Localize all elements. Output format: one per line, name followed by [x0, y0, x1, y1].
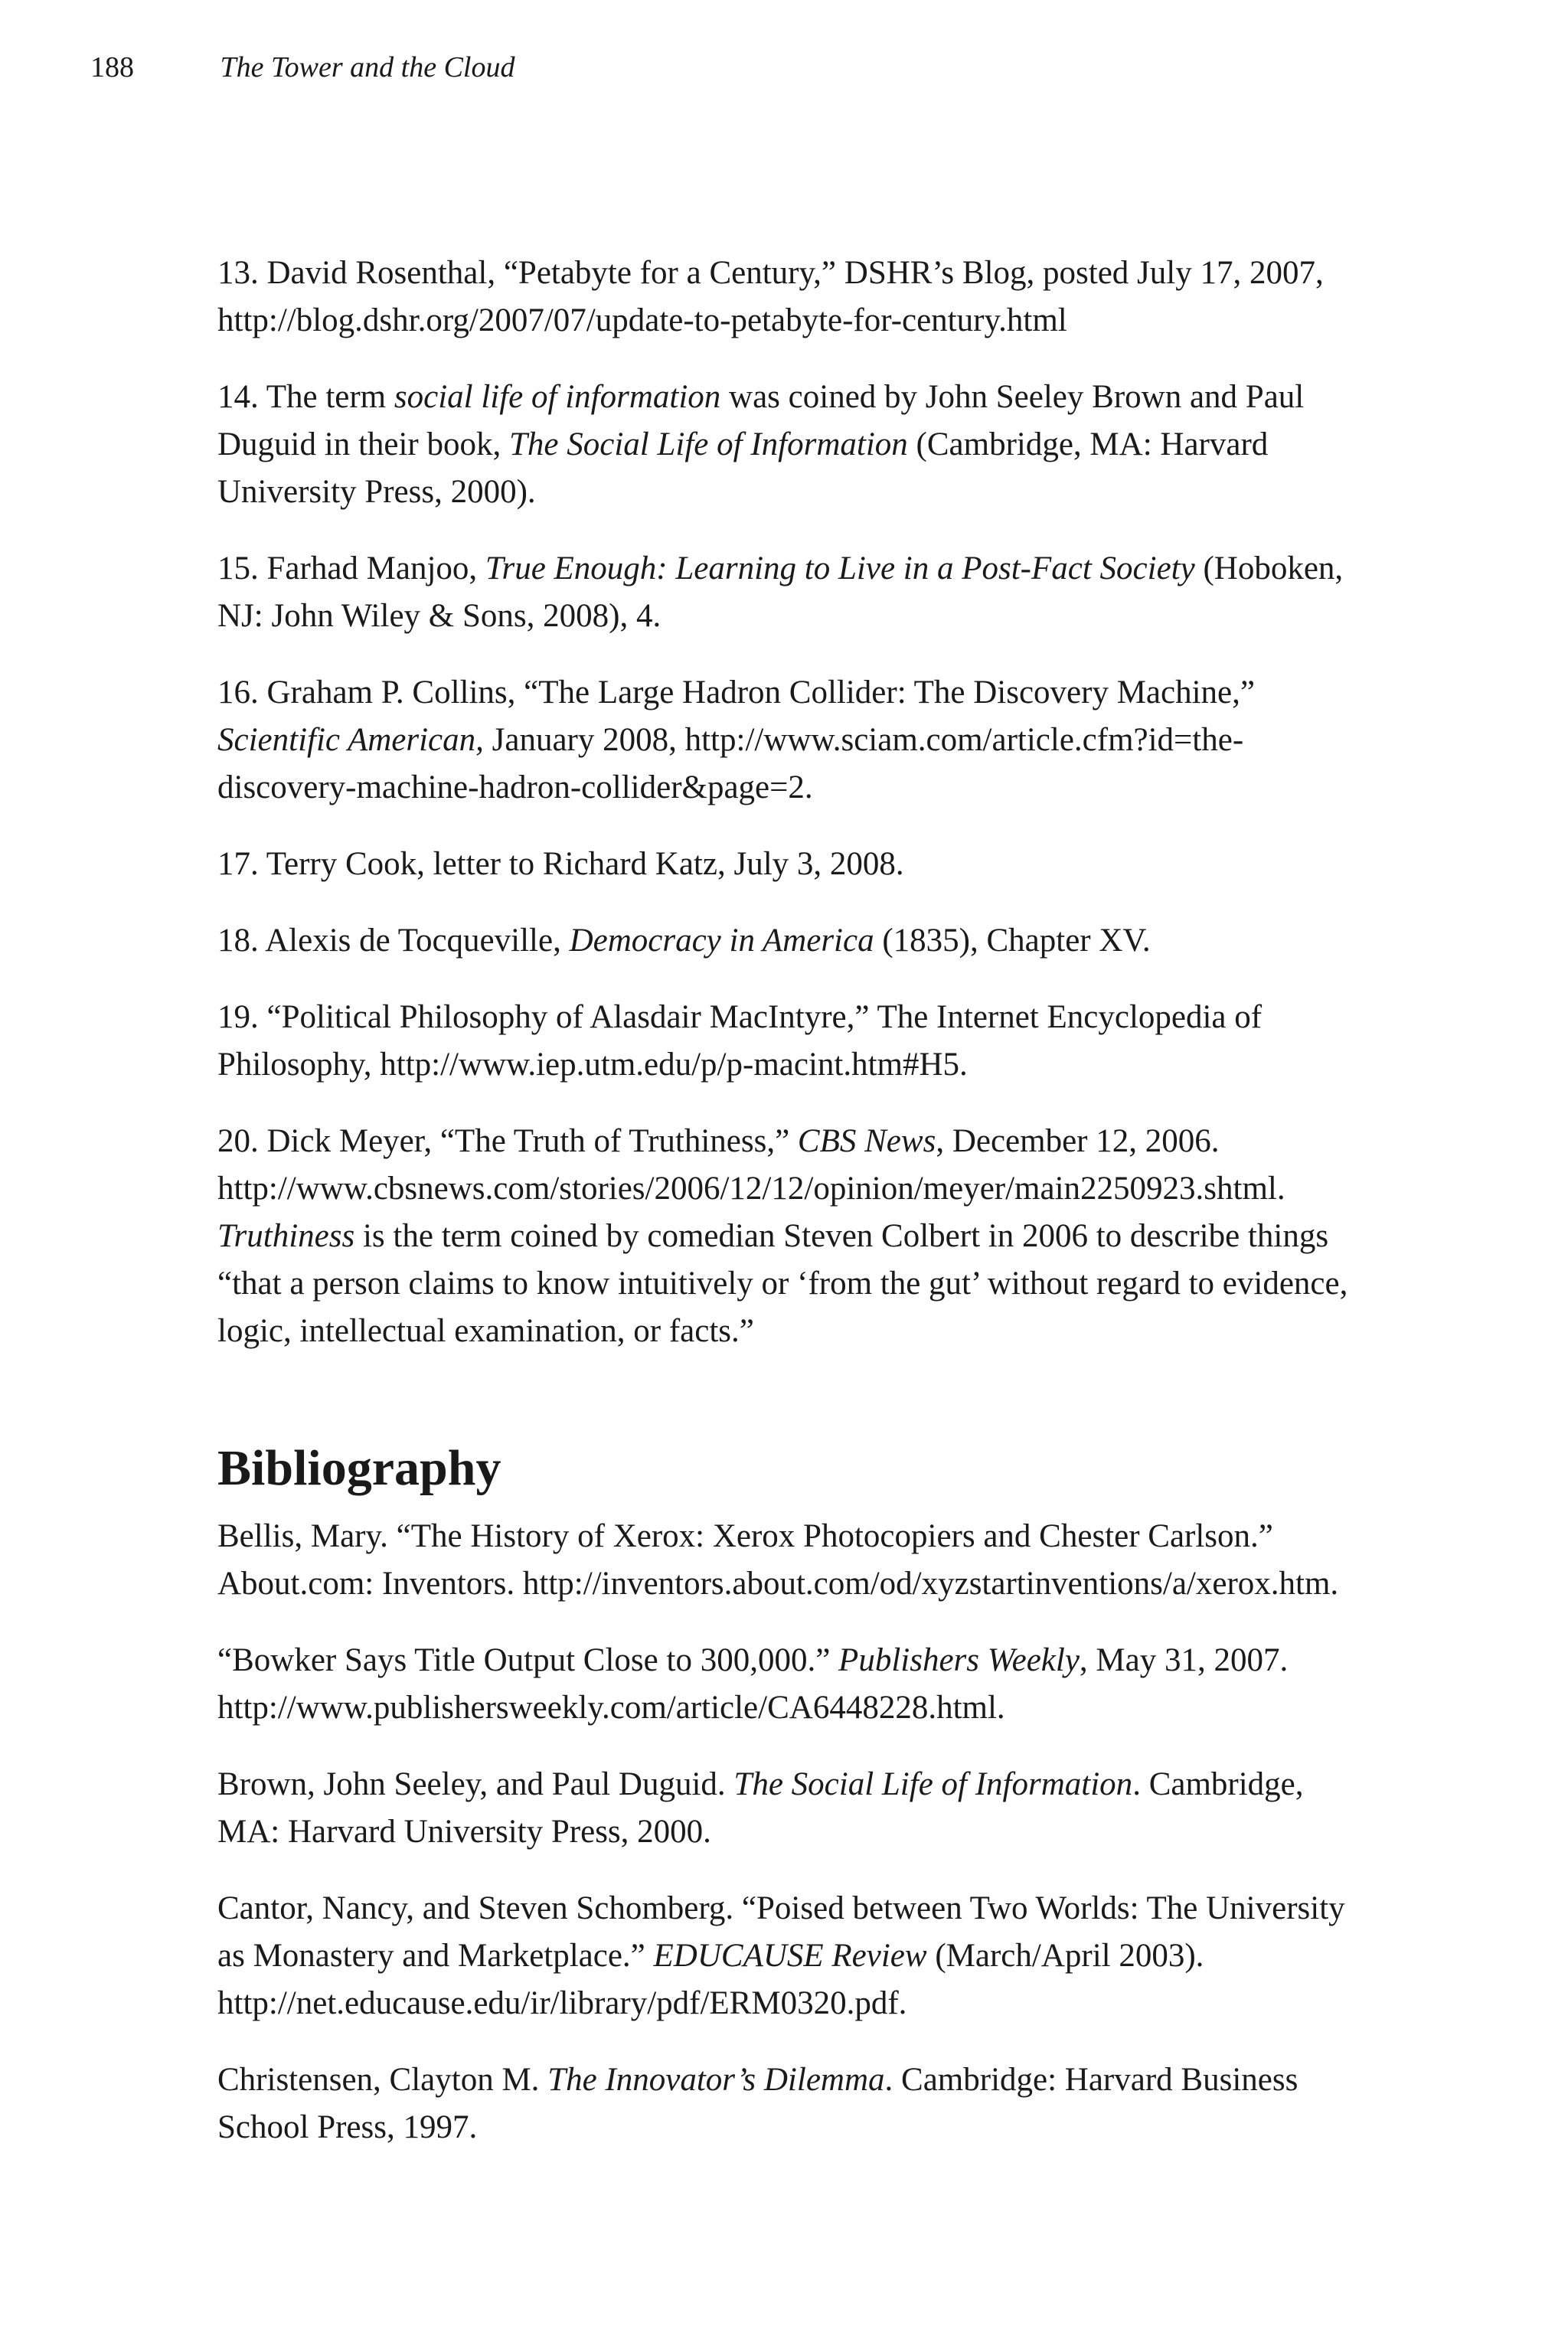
endnote-text: 20. Dick Meyer, “The Truth of Truthiness,”	[217, 1123, 798, 1159]
italic-title: The Innovator’s Dilemma	[547, 2062, 885, 2098]
endnote-text: was coined by John Seeley Brown and Paul Duguid in their book,	[217, 379, 1305, 462]
italic-publication: Publishers Weekly	[838, 1642, 1080, 1678]
running-title: The Tower and the Cloud	[220, 51, 515, 83]
bibliography-text: (March/April 2003). http://net.educause.edu/ir/library/pdf/ERM0320.pdf.	[217, 1938, 1204, 2021]
bibliography-text: Cantor, Nancy, and Steven Schomberg. “Poised between Two Worlds: The University as Monastery and Marketplace.”	[217, 1890, 1345, 1974]
bibliography-text: Brown, John Seeley, and Paul Duguid.	[217, 1766, 734, 1802]
italic-title: Democracy in America	[569, 923, 874, 959]
endnote-text: 18. Alexis de Tocqueville,	[217, 923, 570, 959]
italic-term: social life of information	[394, 379, 721, 415]
endnote-text: 13. David Rosenthal, “Petabyte for a Century,” DSHR’s Blog, posted July 17, 2007, http://blog.dshr.org/2007/07/update-to-petabyte-for-century.html	[217, 255, 1324, 338]
endnote-text: (Hoboken, NJ: John Wiley & Sons, 2008), 4.	[217, 550, 1344, 634]
endnotes-list	[217, 250, 1366, 1355]
page-content	[217, 250, 1366, 2180]
page-number: 188	[90, 51, 134, 83]
endnote-14	[217, 374, 1366, 516]
italic-title: The Social Life of Information	[733, 1766, 1133, 1802]
bibliography-text: “Bowker Says Title Output Close to 300,000.”	[217, 1642, 839, 1678]
endnote-text: (1835), Chapter XV.	[874, 923, 1151, 959]
italic-publication: CBS News	[797, 1123, 936, 1159]
bibliography-text: , May 31, 2007. http://www.publishersweekly.com/article/CA6448228.html.	[217, 1642, 1289, 1726]
bibliography-list	[217, 1513, 1366, 2151]
italic-publication: Scientific American,	[217, 722, 484, 758]
endnote-text: 17. Terry Cook, letter to Richard Katz, July 3, 2008.	[217, 846, 904, 882]
endnote-text: (Cambridge, MA: Harvard University Press, 2000).	[217, 426, 1269, 510]
running-head	[90, 49, 514, 86]
bibliography-entry-brown	[217, 1761, 1366, 1856]
bibliography-text: Christensen, Clayton M.	[217, 2062, 548, 2098]
bibliography-entry-bellis	[217, 1513, 1366, 1608]
endnote-text: is the term coined by comedian Steven Colbert in 2006 to describe things “that a person claims to know intuitively or ‘from the gut’ without regard to evidence, logic, intellectual examination, or facts.”	[217, 1218, 1348, 1349]
bibliography-entry-bowker	[217, 1637, 1366, 1732]
endnote-text: January 2008, http://www.sciam.com/article.cfm?id=the-discovery-machine-hadron-collider&page=2.	[217, 722, 1244, 805]
italic-term: Truthiness	[217, 1218, 355, 1254]
bibliography-entry-cantor	[217, 1885, 1366, 2027]
endnote-text: 19. “Political Philosophy of Alasdair MacIntyre,” The Internet Encyclopedia of Philosophy, http://www.iep.utm.edu/p/p-macint.htm#H5.	[217, 999, 1263, 1083]
bibliography-text: . Cambridge: Harvard Business School Press, 1997.	[217, 2062, 1298, 2145]
endnote-15	[217, 545, 1366, 640]
endnote-16	[217, 669, 1366, 812]
endnote-19	[217, 994, 1366, 1089]
italic-title: The Social Life of Information	[509, 426, 908, 462]
italic-title: True Enough: Learning to Live in a Post-Fact Society	[485, 550, 1195, 586]
endnote-18	[217, 917, 1366, 965]
italic-publication: EDUCAUSE Review	[653, 1938, 927, 1974]
bibliography-text: . Cambridge, MA: Harvard University Press, 2000.	[217, 1766, 1304, 1850]
endnote-17	[217, 841, 1366, 888]
bibliography-heading: Bibliography	[217, 1440, 501, 1496]
endnote-text: 15. Farhad Manjoo,	[217, 550, 485, 586]
endnote-text: 16. Graham P. Collins, “The Large Hadron Collider: The Discovery Machine,”	[217, 675, 1255, 710]
endnote-20	[217, 1118, 1366, 1355]
endnote-text: 14. The term	[217, 379, 394, 415]
endnote-text: , December 12, 2006. http://www.cbsnews.com/stories/2006/12/12/opinion/meyer/main2250923.shtml.	[217, 1123, 1285, 1207]
bibliography-text: Bellis, Mary. “The History of Xerox: Xerox Photocopiers and Chester Carlson.” About.com: Inventors. http://inventors.about.com/od/xyzstartinventions/a/xerox.htm.	[217, 1518, 1339, 1602]
endnote-13	[217, 250, 1366, 345]
bibliography-entry-christensen	[217, 2056, 1366, 2151]
